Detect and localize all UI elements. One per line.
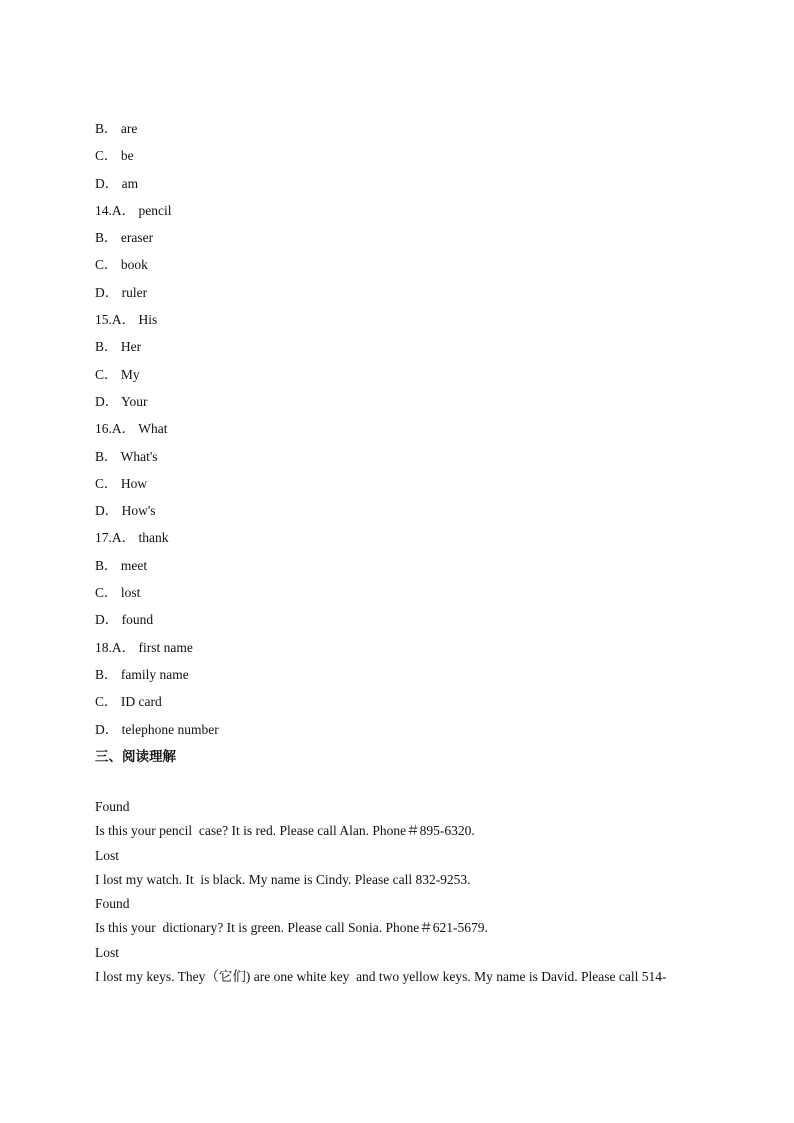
option-line: B． are — [95, 121, 138, 136]
option-line: B． family name — [95, 666, 189, 682]
passage-heading-lost: Lost — [95, 847, 120, 863]
option-line: B． What's — [95, 448, 158, 464]
question-18-option-a: 18.A． first name — [95, 639, 193, 655]
option-line: D． How's — [95, 503, 156, 519]
passage-heading-found: Found — [95, 896, 130, 912]
option-line: D． ruler — [95, 284, 148, 300]
option-line: D． telephone number — [95, 721, 219, 737]
option-line: B． Her — [95, 339, 142, 355]
question-17-option-a: 17.A． thank — [95, 530, 169, 546]
section-title-reading: 三、阅读理解 — [95, 749, 176, 765]
option-line: D． Your — [95, 393, 148, 409]
option-line: C． be — [95, 148, 134, 164]
option-line: C． How — [95, 475, 148, 491]
option-line: C． ID card — [95, 694, 162, 710]
passage-line: I lost my watch. It is black. My name is Cindy. Please call 832-9253. — [95, 871, 471, 887]
question-15-option-a: 15.A． His — [95, 312, 158, 328]
answer-options — [95, 119, 715, 747]
question-16-option-a: 16.A． What — [95, 421, 168, 437]
passage-heading-found: Found — [95, 799, 130, 814]
option-line: C． lost — [95, 585, 141, 601]
option-line: C． My — [95, 366, 140, 382]
passage-line: Is this your dictionary? It is green. Please call Sonia. Phone＃621-5679. — [95, 920, 488, 936]
passage-line: I lost my keys. They（它们) are one white key and two yellow keys. My name is David. Please call 514- — [95, 969, 667, 985]
option-line: B． eraser — [95, 230, 154, 246]
option-line: B． meet — [95, 557, 148, 573]
option-line: D． am — [95, 175, 139, 191]
passage-heading-lost: Lost — [95, 944, 120, 960]
passage-line: Is this your pencil case? It is red. Please call Alan. Phone＃895-6320. — [95, 823, 475, 839]
reading-passage — [95, 797, 735, 991]
option-line: D． found — [95, 612, 154, 628]
question-14-option-a: 14.A． pencil — [95, 202, 172, 218]
option-line: C． book — [95, 257, 148, 273]
